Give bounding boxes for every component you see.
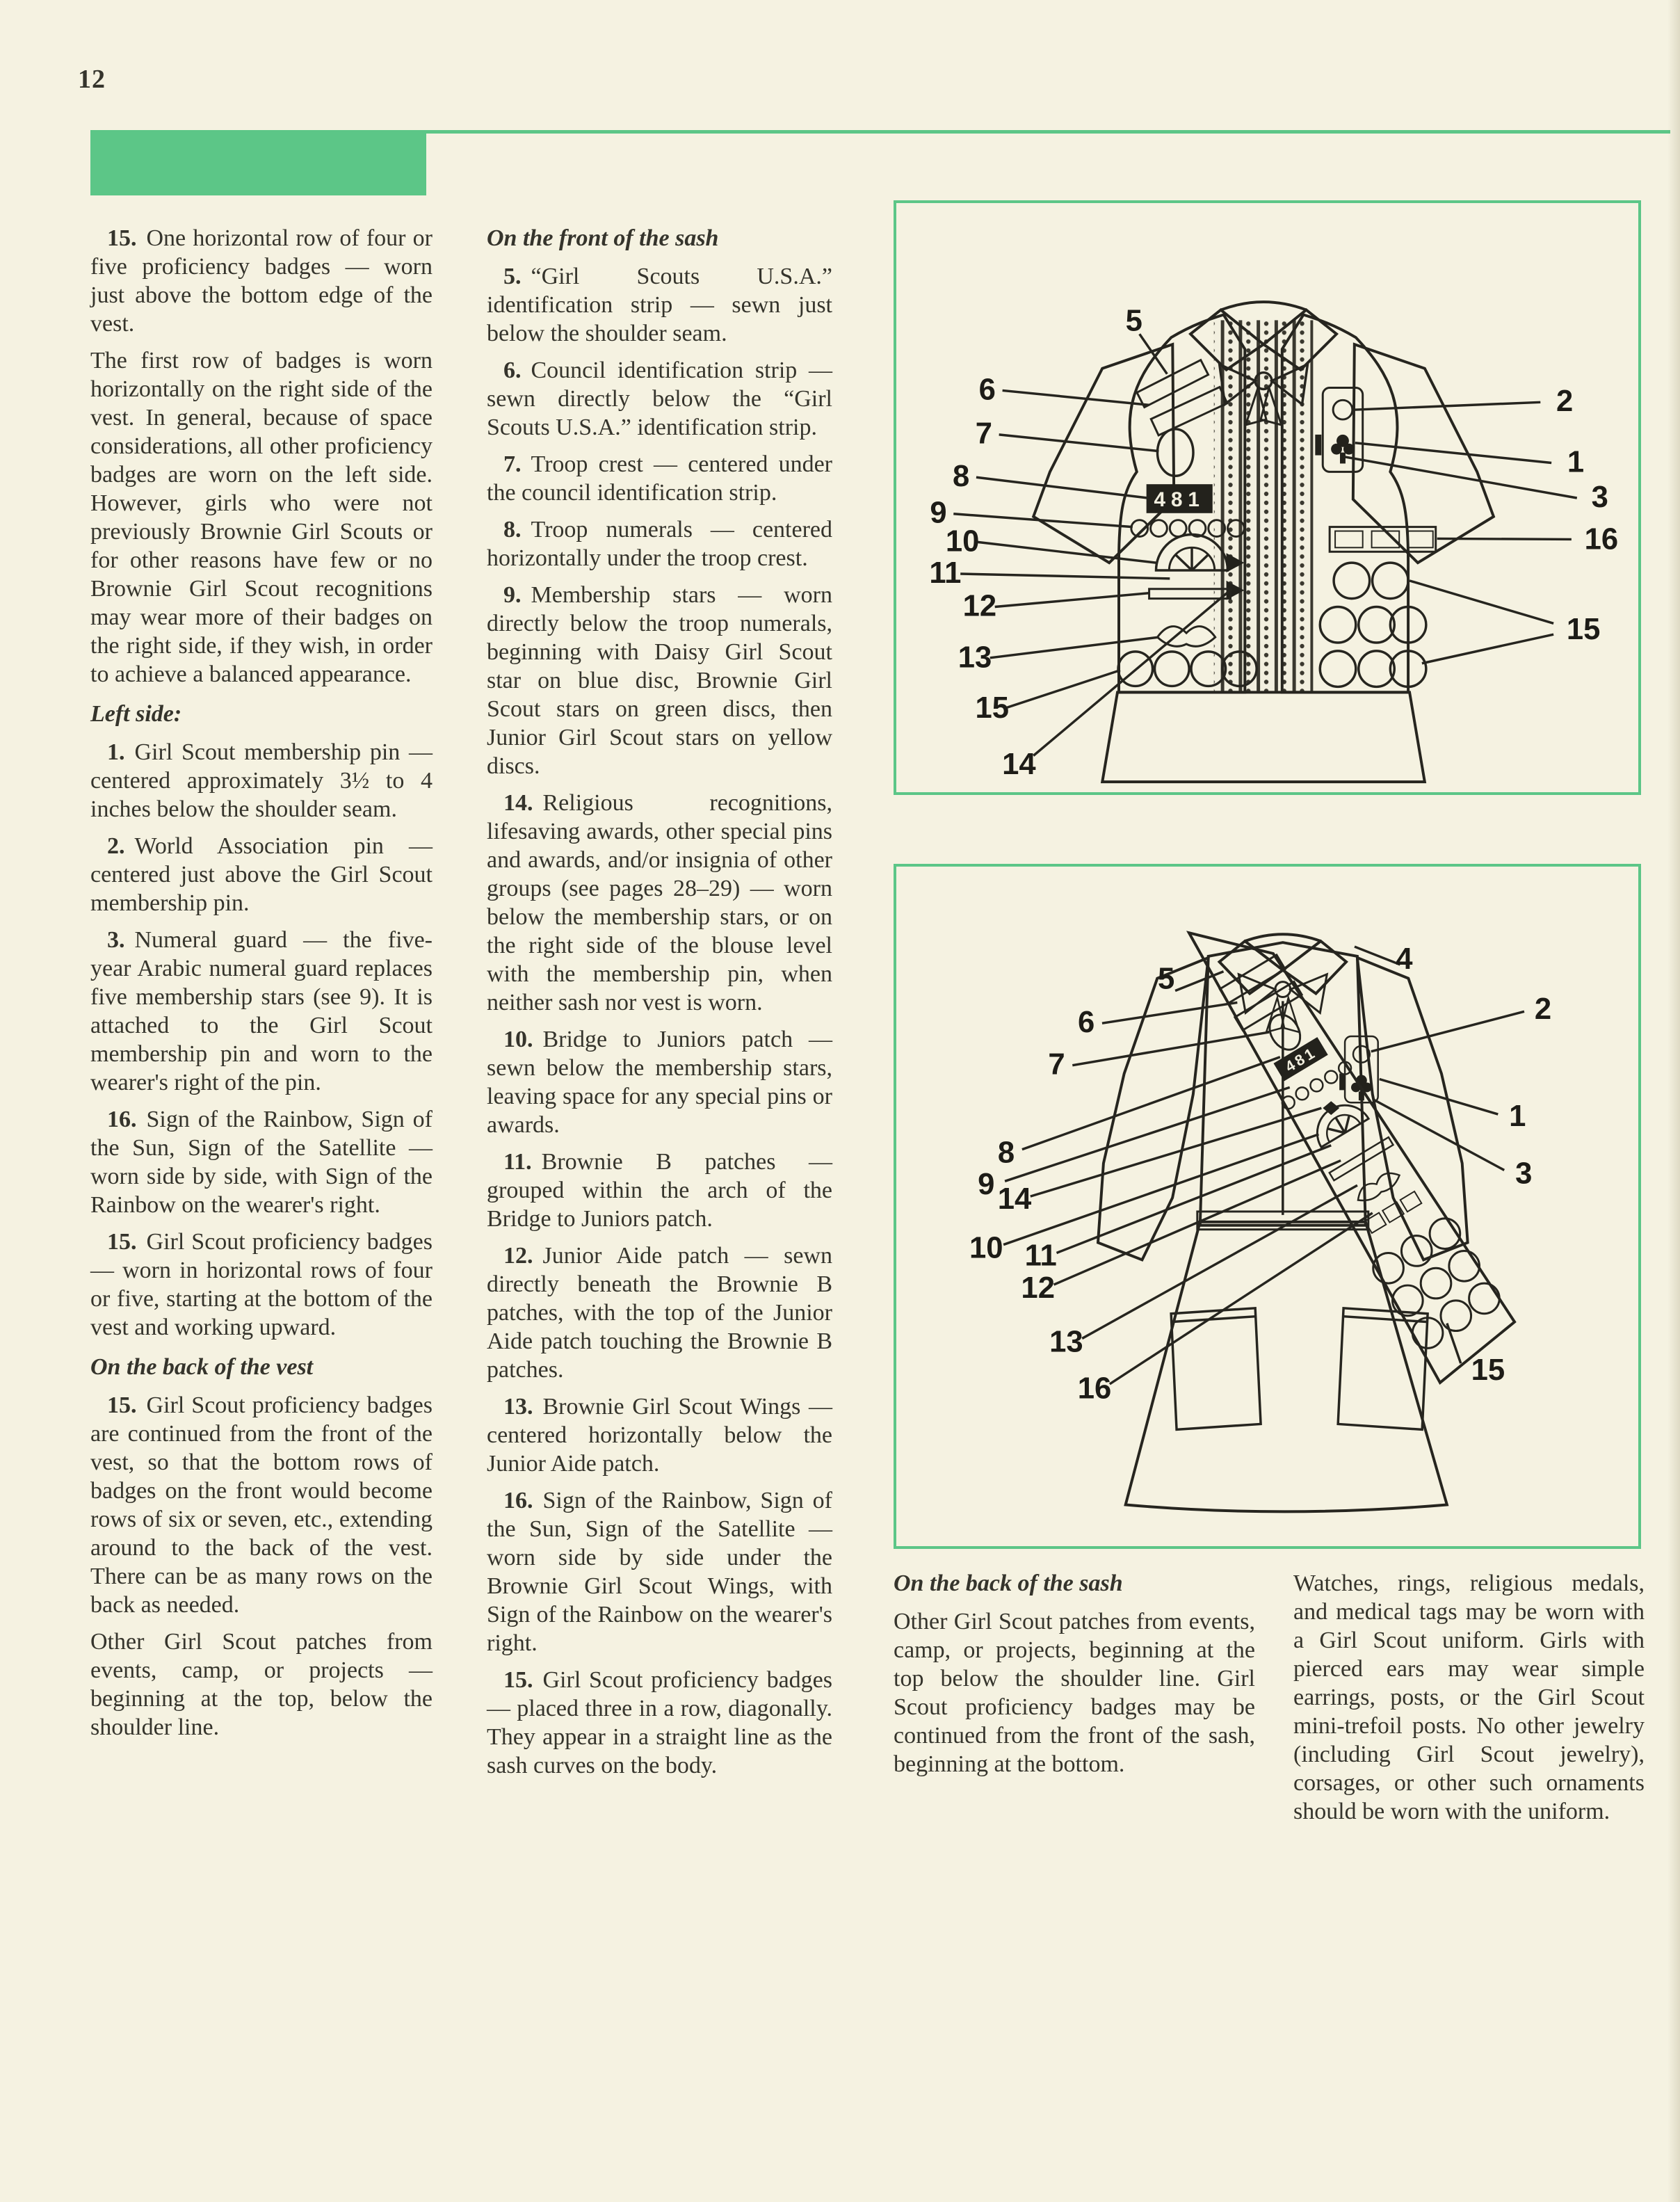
callout-number: 9	[930, 496, 947, 530]
callout-number: 5	[1158, 961, 1175, 996]
paragraph-text: Girl Scout proficiency badges — worn in horizontal rows of four or five, starting at the bottom of the vest and working upward.	[90, 1229, 433, 1340]
paragraph-text: Watches, rings, religious medals, and medical tags may be worn with a Girl Scout uniform. Girls with pierced ears may wear simple earrings, posts, or the Girl Scout mini-trefoil posts. No other jewelry (including Girl Scout jewelry), corsages, or other such ornaments should be worn with the uniform.	[1293, 1570, 1645, 1824]
callout-number: 15	[975, 691, 1009, 725]
item-number: 14.	[503, 790, 533, 816]
paragraph	[90, 1105, 433, 1219]
callout-number: 15	[1471, 1352, 1505, 1387]
callout-number: 6	[1077, 1005, 1095, 1040]
item-number: 15.	[503, 1667, 533, 1693]
paragraph-text: Council identification strip — sewn directly below the “Girl Scouts U.S.A.” identification strip.	[487, 357, 832, 440]
paragraph-text: Troop crest — centered under the council identification strip.	[487, 451, 832, 506]
sash-band	[1189, 933, 1515, 1383]
callout-number: 6	[978, 373, 996, 407]
item-number: 7.	[503, 451, 522, 477]
callout-number: 3	[1515, 1156, 1533, 1191]
item-number: 11.	[503, 1149, 532, 1175]
callout-number: 1	[1567, 445, 1585, 479]
callout-number: 12	[1021, 1270, 1055, 1305]
paragraph	[487, 515, 832, 572]
callout-number: 12	[962, 589, 997, 623]
vest-diagram	[896, 203, 1638, 792]
paragraph-text: Brownie Girl Scout Wings — centered horizontally below the Junior Aide patch.	[487, 1394, 832, 1477]
callout-number: 14	[997, 1181, 1032, 1216]
item-number: 16.	[107, 1107, 137, 1132]
callout-number: 1	[1509, 1098, 1526, 1133]
page-number: 12	[78, 65, 106, 94]
section-heading-back-of-vest: On the back of the vest	[90, 1354, 314, 1380]
callout-number: 2	[1534, 992, 1552, 1027]
paragraph-text: One horizontal row of four or five proficiency badges — worn just above the bottom edge of the vest.	[90, 225, 433, 337]
paragraph-text: Troop numerals — centered horizontally under the troop crest.	[487, 517, 832, 571]
troop-numerals-plate: 481	[1154, 488, 1205, 511]
section-heading-back-of-sash: On the back of the sash	[894, 1570, 1123, 1596]
callout-number: 2	[1556, 385, 1574, 419]
section-title-bar	[90, 130, 426, 195]
paragraph-text: Numeral guard — the five-year Arabic numeral guard replaces five membership stars (see 9). It is attached to the Girl Scout membership pin and worn to the wearer's right of the pin.	[90, 927, 433, 1095]
paragraph	[90, 1391, 433, 1619]
paragraph	[487, 581, 832, 780]
paragraph	[90, 738, 433, 823]
paragraph-text: Girl Scout proficiency badges are continued from the front of the vest, so that the bottom rows of badges on the front would become rows of six or seven, etc., extending around to the back of the vest. There can be as many rows on the back as needed.	[90, 1392, 433, 1618]
item-number: 8.	[503, 517, 522, 543]
callout-number: 3	[1591, 480, 1608, 514]
item-number: 3.	[107, 927, 125, 953]
paragraph-text: Other Girl Scout patches from events, camp, or projects, beginning at the top below the shoulder line. Girl Scout proficiency badges may be continued from the front of the sash, beginning at the bottom.	[894, 1609, 1255, 1777]
paragraph	[90, 1628, 433, 1742]
item-number: 10.	[503, 1027, 533, 1052]
callout-number: 10	[945, 524, 980, 558]
callout-number: 5	[1125, 304, 1142, 338]
column-jewelry-note	[1293, 1569, 1645, 1834]
callout-number: 8	[953, 460, 970, 494]
paragraph	[487, 1666, 832, 1780]
sash-figure-frame	[894, 864, 1641, 1549]
column-left	[90, 224, 433, 1750]
paragraph-text: Sign of the Rainbow, Sign of the Sun, Sign of the Satellite — worn side by side, with Sign of the Rainbow on the wearer's right.	[90, 1107, 433, 1218]
paragraph-text: “Girl Scouts U.S.A.” identification strip — sewn just below the shoulder seam.	[487, 264, 832, 346]
paragraph	[487, 789, 832, 1017]
callout-number: 7	[975, 417, 992, 451]
paragraph-text: Brownie B patches — grouped within the arch of the Bridge to Juniors patch.	[487, 1149, 832, 1232]
column-back-of-sash	[894, 1569, 1255, 1787]
paragraph-text: Membership stars — worn directly below the troop numerals, beginning with Daisy Girl Scout star on blue disc, Brownie Girl Scout stars on green discs, then Junior Girl Scout stars on yellow discs.	[487, 582, 832, 779]
callout-number: 9	[978, 1167, 995, 1202]
section-heading-left-side: Left side:	[90, 701, 182, 727]
paragraph	[1293, 1569, 1645, 1826]
item-number: 12.	[503, 1243, 533, 1269]
paragraph	[90, 832, 433, 917]
item-number: 15.	[107, 1392, 137, 1418]
callout-number: 16	[1077, 1371, 1112, 1406]
scan-edge-shadow	[1667, 0, 1680, 2202]
vest-garment	[1033, 302, 1494, 782]
callout-number: 4	[1396, 941, 1413, 976]
sash-diagram	[896, 867, 1638, 1546]
callout-number: 8	[997, 1135, 1015, 1170]
paragraph	[90, 346, 433, 689]
dress-garment	[1098, 934, 1468, 1511]
troop-numerals-plate: 481	[1282, 1043, 1320, 1076]
paragraph	[90, 1228, 433, 1342]
callout-number: 15	[1566, 613, 1601, 647]
paragraph-text: Girl Scout membership pin — centered approximately 3½ to 4 inches below the shoulder seam.	[90, 739, 433, 822]
item-number: 1.	[107, 739, 125, 765]
paragraph	[487, 1241, 832, 1384]
callout-number: 11	[1024, 1238, 1057, 1273]
paragraph	[894, 1607, 1255, 1778]
paragraph	[90, 224, 433, 338]
callout-number: 16	[1584, 522, 1619, 556]
callout-number: 13	[958, 641, 992, 675]
paragraph	[487, 1392, 832, 1478]
item-number: 9.	[503, 582, 522, 608]
vest-figure-frame	[894, 200, 1641, 795]
paragraph-text: The first row of badges is worn horizontally on the right side of the vest. In general, because of space considerations, all other proficiency badges are worn on the left side. However, girls who were not previously Brownie Girl Scouts or for other reasons have few or no Brownie Girl Scout recognitions may wear more of their badges on the right side, if they wish, in order to achieve a balanced appearance.	[90, 348, 433, 687]
callout-number: 11	[929, 556, 962, 590]
item-number: 6.	[503, 357, 522, 383]
column-middle	[487, 224, 832, 1788]
paragraph	[90, 926, 433, 1097]
paragraph	[487, 1486, 832, 1657]
item-number: 5.	[503, 264, 522, 289]
item-number: 15.	[107, 1229, 137, 1255]
callout-number: 10	[969, 1230, 1003, 1265]
paragraph-text: Other Girl Scout patches from events, camp, or projects — beginning at the top, below the shoulder line.	[90, 1629, 433, 1740]
paragraph	[487, 450, 832, 507]
paragraph	[487, 1025, 832, 1139]
callout-number: 13	[1049, 1324, 1083, 1359]
item-number: 2.	[107, 833, 125, 859]
callout-number: 14	[1002, 748, 1036, 782]
section-heading-front-of-sash: On the front of the sash	[487, 225, 719, 251]
item-number: 13.	[503, 1394, 533, 1420]
item-number: 15.	[107, 225, 137, 251]
paragraph-text: Junior Aide patch — sewn directly beneath the Brownie B patches, with the top of the Junior Aide patch touching the Brownie B patches.	[487, 1243, 832, 1383]
paragraph-text: Sign of the Rainbow, Sign of the Sun, Sign of the Satellite — worn side by side under the Brownie Girl Scout Wings, with Sign of the Rainbow on the wearer's right.	[487, 1488, 832, 1656]
paragraph-text: Bridge to Juniors patch — sewn below the membership stars, leaving space for any special pins or awards.	[487, 1027, 832, 1138]
paragraph-text: World Association pin — centered just above the Girl Scout membership pin.	[90, 833, 433, 916]
paragraph-text: Girl Scout proficiency badges — placed three in a row, diagonally. They appear in a straight line as the sash curves on the body.	[487, 1667, 832, 1778]
item-number: 16.	[503, 1488, 533, 1513]
paragraph	[487, 1148, 832, 1233]
paragraph	[487, 356, 832, 442]
paragraph-text: Religious recognitions, lifesaving awards, other special pins and awards, and/or insignia of other groups (see pages 28–29) — worn below the membership stars, or on the right side of the blouse level with the membership pin, when neither sash nor vest is worn.	[487, 790, 832, 1015]
paragraph	[487, 262, 832, 348]
callout-number: 7	[1048, 1047, 1065, 1082]
